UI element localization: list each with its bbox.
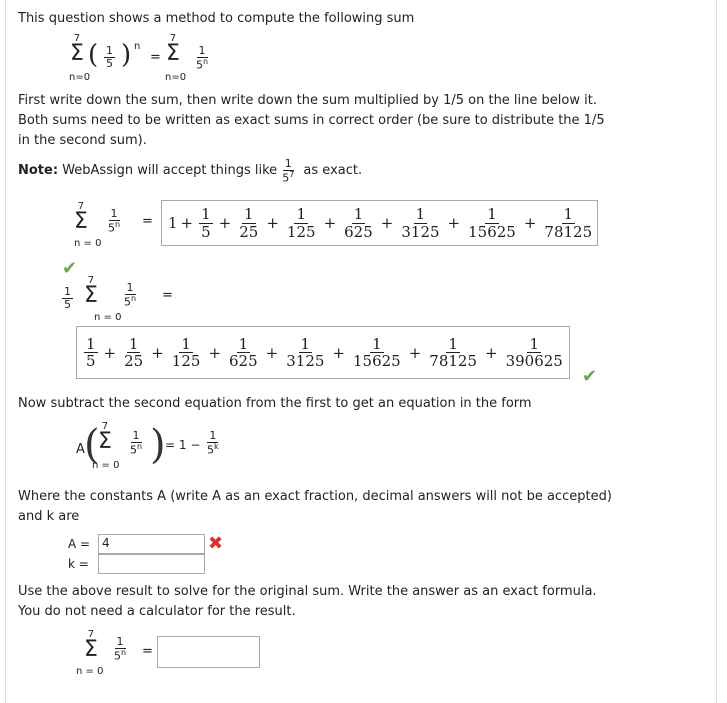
plus-sign: +	[332, 343, 345, 362]
correct-checkmark-icon: ✔	[62, 258, 78, 279]
plus-sign: +	[265, 343, 279, 362]
sigma-symbol: 7 Σ	[84, 275, 98, 308]
fraction-term: $\frac{1}{3125}$	[401, 205, 440, 241]
constants-instruction: and k are	[18, 509, 80, 524]
sigma-symbol: 7 Σ	[166, 33, 180, 66]
final-sum-input[interactable]	[157, 636, 260, 668]
intro-text: This question shows a method to compute the following sum	[18, 11, 415, 26]
sum-answer-box[interactable]: 1 + $\frac{1}{5}$ + $\frac{1}{25}$ + $\frac{1}{125}$ + $\frac{1}{625}$ + $\frac{1}{3125}$ + $\frac{1}{15625}$ + $\frac{1}{78125}$	[161, 200, 598, 246]
fraction-term: $\frac{1}{15625}$	[468, 205, 516, 241]
fraction-term: $\frac{1}{5}$	[86, 334, 96, 370]
fraction-term: $\frac{1}{390625}$	[505, 334, 563, 370]
fraction-term: $\frac{1}{15625}$	[353, 334, 401, 370]
instruction-line: Both sums need to be written as exact sums in correct order (be sure to distribute the 1/5	[18, 113, 605, 128]
final-instruction: You do not need a calculator for the result.	[18, 604, 296, 619]
final-instruction: Use the above result to solve for the original sum. Write the answer as an exact formula.	[18, 584, 597, 599]
sigma-symbol: 7 Σ	[70, 33, 84, 66]
scaled-answer-box[interactable]	[76, 326, 570, 379]
fraction-term: $\frac{1}{78125}$	[544, 205, 593, 241]
plus-sign: +	[103, 343, 117, 362]
plus-sign: +	[208, 343, 222, 362]
plus-sign: +	[380, 214, 394, 232]
instruction-line: in the second sum).	[18, 133, 147, 148]
incorrect-cross-icon: ✖	[208, 533, 224, 554]
plus-sign: +	[447, 214, 461, 232]
plus-sign: +	[266, 214, 279, 232]
fraction-term: $\frac{1}{78125}$	[429, 334, 478, 370]
sigma-symbol: 7 Σ	[98, 421, 112, 454]
a-input[interactable]: 4	[98, 534, 205, 554]
plus-sign: +	[523, 214, 537, 232]
fraction-term: $\frac{1}{5}$	[201, 205, 211, 241]
fraction-term: $\frac{1}{625}$	[344, 205, 373, 241]
subtract-instruction: Now subtract the second equation from the first to get an equation in the form	[18, 396, 532, 411]
fraction-term: $\frac{1}{25}$	[124, 334, 144, 370]
plus-sign: +	[408, 343, 422, 362]
fraction-term: $\frac{1}{3125}$	[286, 334, 325, 370]
correct-checkmark-icon: ✔	[582, 366, 598, 387]
fraction-term: $\frac{1}{125}$	[171, 334, 201, 370]
plus-sign: +	[151, 343, 164, 362]
fraction-term: $\frac{1}{125}$	[286, 205, 316, 241]
plus-sign: +	[485, 343, 498, 362]
fraction-term: $\frac{1}{625}$	[229, 334, 258, 370]
constants-instruction: Where the constants A (write A as an exact fraction, decimal answers will not be accepted)	[18, 489, 612, 504]
instruction-line: First write down the sum, then write down the sum multiplied by 1/5 on the line below it.	[18, 93, 597, 108]
sigma-symbol: 7 Σ	[84, 629, 98, 662]
fraction-term: $\frac{1}{25}$	[239, 205, 259, 241]
k-input[interactable]	[98, 554, 205, 574]
plus-sign: +	[323, 214, 337, 232]
plus-sign: +	[180, 214, 194, 232]
plus-sign: +	[218, 214, 232, 232]
sigma-symbol: 7 Σ	[74, 201, 88, 234]
note: Note: WebAssign will accept things like $\frac{1}{5^7}$ as exact.	[18, 157, 363, 185]
